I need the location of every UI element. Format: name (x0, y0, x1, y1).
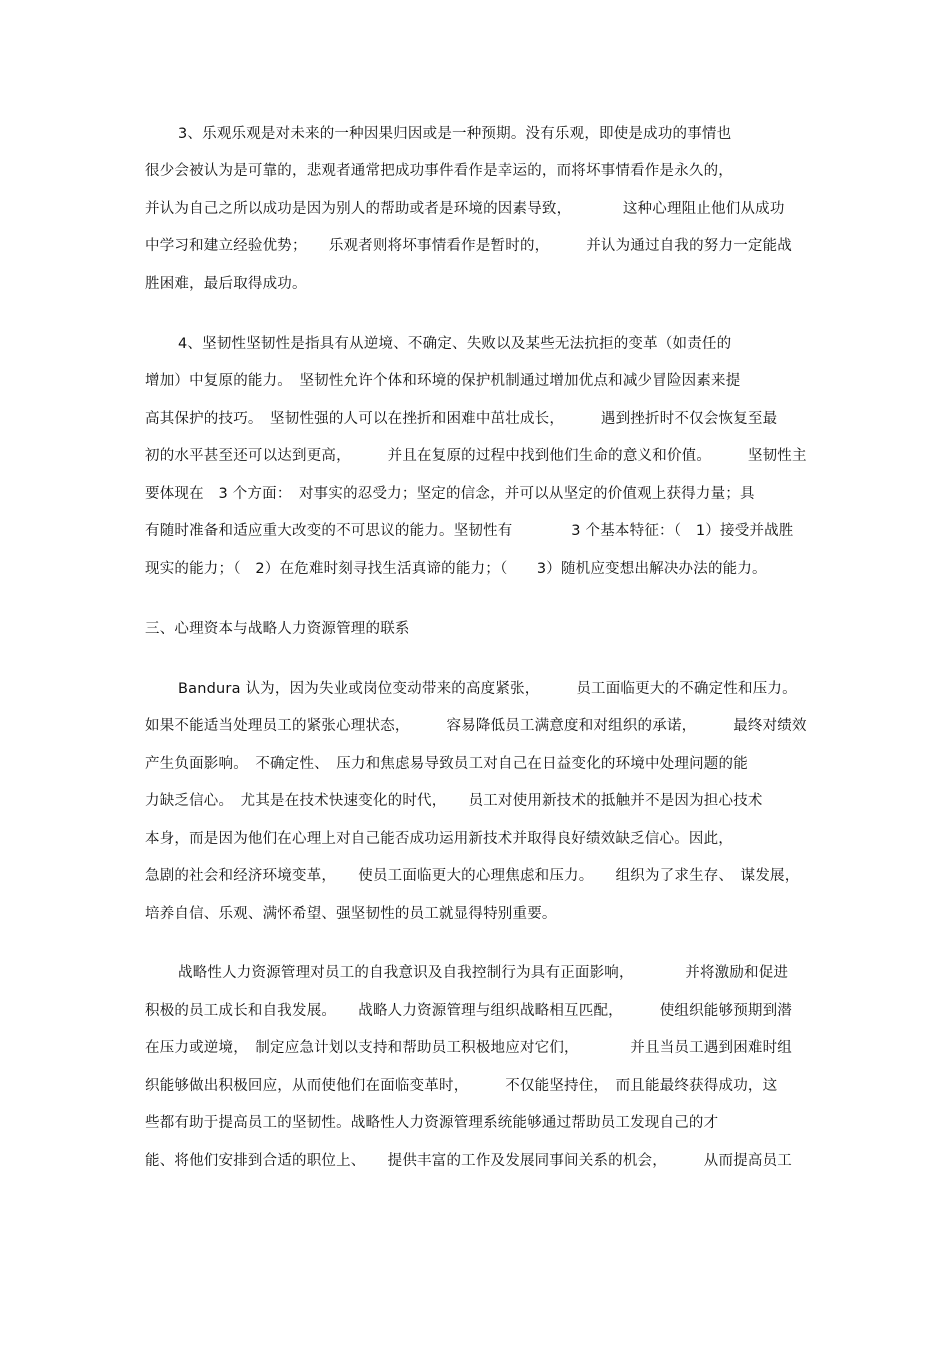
paragraph-bandura-line-4: 力缺乏信心。 尤其是在技术快速变化的时代， 员工对使用新技术的抵触并不是因为担心技术 (145, 793, 763, 809)
paragraph-resilience-line-6: 有随时准备和适应重大改变的不可思议的能力。坚韧性有 3 个基本特征：（ 1）接受并战胜 (145, 523, 794, 539)
paragraph-resilience-line-1: 4、坚韧性坚韧性是指具有从逆境、不确定、失败以及某些无法抗拒的变革（如责任的 (178, 336, 732, 352)
paragraph-bandura-line-5: 本身，而是因为他们在心理上对自己能否成功运用新技术并取得良好绩效缺乏信心。因此， (145, 831, 733, 847)
paragraph-resilience-line-4: 初的水平甚至还可以达到更高， 并且在复原的过程中找到他们生命的意义和价值。 坚韧性主 (145, 448, 807, 464)
paragraph-bandura-line-6: 急剧的社会和经济环境变革， 使员工面临更大的心理焦虑和压力。 组织为了求生存、 谋发展， (145, 868, 800, 884)
paragraph-bandura-line-7: 培养自信、乐观、满怀希望、强坚韧性的员工就显得特别重要。 (145, 906, 557, 922)
paragraph-optimism-line-3: 并认为自己之所以成功是因为别人的帮助或者是环境的因素导致， 这种心理阻止他们从成功 (145, 201, 785, 217)
paragraph-shrm-line-2: 积极的员工成长和自我发展。 战略人力资源管理与组织战略相互匹配， 使组织能够预期到潜 (145, 1003, 792, 1019)
paragraph-shrm-line-1: 战略性人力资源管理对员工的自我意识及自我控制行为具有正面影响， 并将激励和促进 (178, 965, 789, 981)
section-heading: 三、心理资本与战略人力资源管理的联系 (145, 621, 410, 637)
paragraph-optimism-line-2: 很少会被认为是可靠的，悲观者通常把成功事件看作是幸运的，而将坏事情看作是永久的， (145, 163, 733, 179)
paragraph-shrm-line-6: 能、将他们安排到合适的职位上、 提供丰富的工作及发展同事间关系的机会， 从而提高员工 (145, 1153, 792, 1169)
paragraph-bandura-line-3: 产生负面影响。 不确定性、 压力和焦虑易导致员工对自己在日益变化的环境中处理问题的能 (145, 756, 748, 772)
paragraph-optimism-line-1: 3、乐观乐观是对未来的一种因果归因或是一种预期。没有乐观，即使是成功的事情也 (178, 126, 732, 142)
paragraph-optimism-line-4: 中学习和建立经验优势； 乐观者则将坏事情看作是暂时的， 并认为通过自我的努力一定能战 (145, 238, 792, 254)
paragraph-shrm-line-4: 织能够做出积极回应，从而使他们在面临变革时， 不仅能坚持住， 而且能最终获得成功，这 (145, 1078, 778, 1094)
paragraph-bandura-line-1: Bandura 认为，因为失业或岗位变动带来的高度紧张， 员工面临更大的不确定性和压力。 (178, 681, 797, 697)
paragraph-resilience-line-7: 现实的能力；（ 2）在危难时刻寻找生活真谛的能力；（ 3）随机应变想出解决办法的能力。 (145, 561, 767, 577)
paragraph-bandura-line-2: 如果不能适当处理员工的紧张心理状态， 容易降低员工满意度和对组织的承诺， 最终对绩效 (145, 718, 807, 734)
paragraph-shrm-line-3: 在压力或逆境， 制定应急计划以支持和帮助员工积极地应对它们， 并且当员工遇到困难时组 (145, 1040, 792, 1056)
paragraph-resilience-line-2: 增加）中复原的能力。 坚韧性允许个体和环境的保护机制通过增加优点和减少冒险因素来提 (145, 373, 741, 389)
paragraph-optimism-line-5: 胜困难，最后取得成功。 (145, 276, 307, 292)
paragraph-resilience-line-3: 高其保护的技巧。 坚韧性强的人可以在挫折和困难中茁壮成长， 遇到挫折时不仅会恢复至最 (145, 411, 778, 427)
paragraph-resilience-line-5: 要体现在 3 个方面： 对事实的忍受力；坚定的信念，并可以从坚定的价值观上获得力量；具 (145, 486, 755, 502)
paragraph-shrm-line-5: 些都有助于提高员工的坚韧性。战略性人力资源管理系统能够通过帮助员工发现自己的才 (145, 1115, 719, 1131)
